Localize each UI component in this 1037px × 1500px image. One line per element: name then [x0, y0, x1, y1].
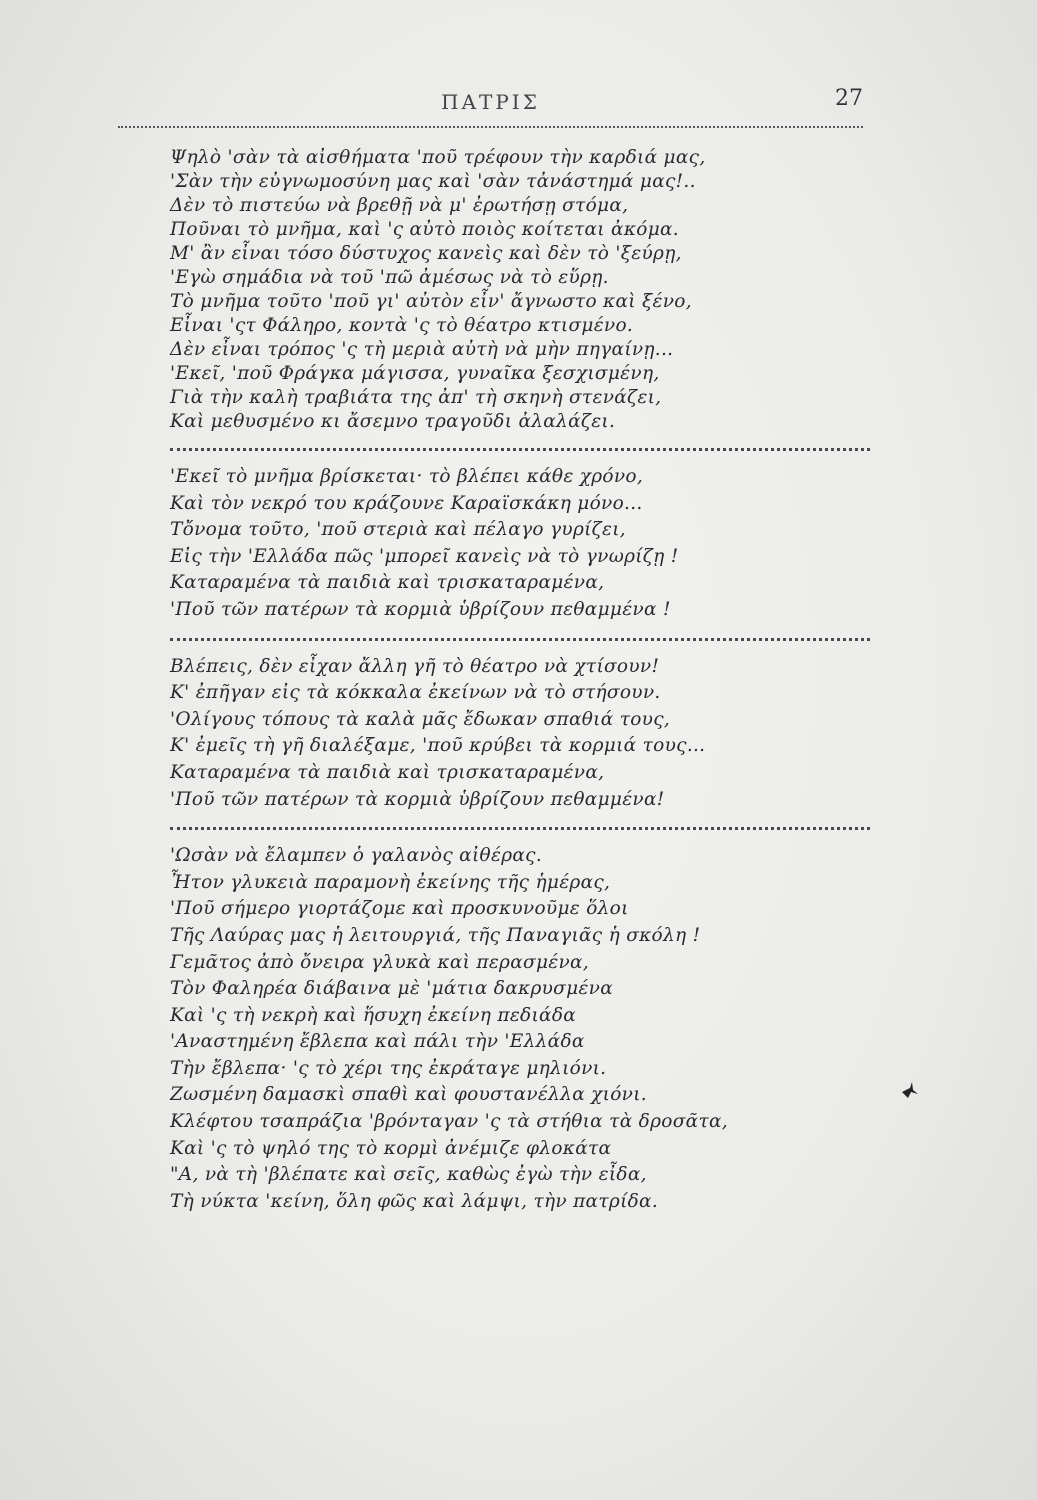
poem-line: 'Εκεῖ τὸ μνῆμα βρίσκεται· τὸ βλέπει κάθε χρόνο,	[170, 466, 644, 487]
poem-line: Κλέφτου τσαπράζια 'βρόνταγαν 'ς τὰ στήθια τὰ δροσᾶτα,	[170, 1111, 728, 1133]
poem-line: Καὶ μεθυσμένο κι ἄσεμνο τραγοῦδι ἀλαλάζει.	[170, 411, 616, 432]
poem-line: Βλέπεις, δὲν εἶχαν ἄλλη γῆ τὸ θέατρο νὰ χτίσουν!	[170, 655, 660, 677]
poem-line: 'Εκεῖ, 'ποῦ Φράγκα μάγισσα, γυναῖκα ξεσχισμένη,	[170, 363, 660, 384]
poem-line: Ζωσμένη δαμασκὶ σπαθὶ καὶ φουστανέλλα χιόνι.	[170, 1084, 647, 1106]
poem-line: Τὄνομα τοῦτο, 'ποῦ στεριὰ καὶ πέλαγο γυρίζει,	[170, 519, 626, 541]
poem-line: Καταραμένα τὰ παιδιὰ καὶ τρισκαταραμένα,	[170, 761, 605, 783]
ink-mark-icon	[900, 1080, 920, 1100]
poem-line: 'Ωσὰν νὰ ἔλαμπεν ὁ γαλανὸς αἰθέρας.	[170, 845, 543, 867]
poem-line: Καὶ τὸν νεκρό του κράζουνε Καραϊσκάκη μόνο...	[170, 492, 643, 514]
stanza-3	[170, 654, 870, 814]
poem-line: Τὴ νύκτα 'κείνη, ὅλη φῶς καὶ λάμψι, τὴν πατρίδα.	[170, 1190, 659, 1212]
poem-line: Δὲν τὸ πιστεύω νὰ βρεθῇ νὰ μ' ἐρωτήσῃ στόμα,	[170, 195, 629, 216]
poem-line: Καὶ 'ς τὴ νεκρὴ καὶ ἥσυχη ἐκείνη πεδιάδα	[170, 1004, 577, 1026]
poem-line: 'Ποῦ τῶν πατέρων τὰ κορμιὰ ὑβρίζουν πεθαμμένα !	[170, 598, 671, 620]
poem-line: Γεμᾶτος ἀπὸ ὄνειρα γλυκὰ καὶ περασμένα,	[170, 951, 590, 973]
poem-line: 'Αναστημένη ἔβλεπα καὶ πάλι τὴν 'Ελλάδα	[170, 1031, 585, 1053]
poem-line: 'Σὰν τὴν εὐγνωμοσύνη μας καὶ 'σὰν τἀνάστημά μας!..	[170, 171, 696, 192]
stanza-2	[170, 464, 870, 624]
poem-line: 'Εγὼ σημάδια νὰ τοῦ 'πῶ ἀμέσως νὰ τὸ εὕρῃ.	[170, 267, 609, 288]
poem-line: Ἦτον γλυκειὰ παραμονὴ ἐκείνης τῆς ἡμέρας,	[170, 871, 611, 893]
poem-line: Κ' ἐπῆγαν εἰς τὰ κόκκαλα ἐκείνων νὰ τὸ στήσουν.	[170, 682, 661, 704]
poem-line: 'Ποῦ σήμερο γιορτάζομε καὶ προσκυνοῦμε ὅλοι	[170, 898, 629, 920]
poem-line: Τὸ μνῆμα τοῦτο 'ποῦ γι' αὐτὸν εἶν' ἄγνωστο καὶ ξένο,	[170, 291, 692, 312]
header-rule	[118, 126, 863, 128]
poem-line: Κ' ἐμεῖς τὴ γῆ διαλέξαμε, 'ποῦ κρύβει τὰ κορμιά τους...	[170, 735, 706, 757]
poem-line: Καταραμένα τὰ παιδιὰ καὶ τρισκαταραμένα,	[170, 572, 605, 594]
poem-line: 'Ποῦ τῶν πατέρων τὰ κορμιὰ ὑβρίζουν πεθαμμένα!	[170, 788, 665, 810]
poem-line: Γιὰ τὴν καλὴ τραβιάτα της ἀπ' τὴ σκηνὴ στενάζει,	[170, 387, 662, 408]
poem-line: Τῆς Λαύρας μας ἡ λειτουργιά, τῆς Παναγιᾶς ἡ σκόλη !	[170, 924, 701, 946]
poem-line: Τὸν Φαληρέα διάβαινα μὲ 'μάτια δακρυσμένα	[170, 978, 613, 1000]
poem-line: Δὲν εἶναι τρόπος 'ς τὴ μεριὰ αὐτὴ νὰ μὴν πηγαίνῃ...	[170, 339, 674, 360]
running-title: ΠΑΤΡΙΣ	[441, 90, 540, 114]
stanza-1	[170, 146, 870, 434]
poem-line: Ποῦναι τὸ μνῆμα, καὶ 'ς αὐτὸ ποιὸς κοίτεται ἀκόμα.	[170, 219, 679, 240]
poem-line: "Α, νὰ τὴ 'βλέπατε καὶ σεῖς, καθὼς ἐγὼ τὴν εἶδα,	[170, 1164, 647, 1186]
poem-line: Εἰς τὴν 'Ελλάδα πῶς 'μπορεῖ κανεὶς νὰ τὸ γνωρίζῃ !	[170, 545, 679, 567]
poem-line: Ψηλὸ 'σὰν τὰ αἰσθήματα 'ποῦ τρέφουν τὴν καρδιά μας,	[170, 147, 706, 168]
poem-line: Καὶ 'ς τὸ ψηλό της τὸ κορμὶ ἀνέμιζε φλοκάτα	[170, 1137, 612, 1159]
poem	[170, 146, 870, 1215]
stanza-4	[170, 843, 870, 1215]
poem-line: Εἶναι 'ςτ Φάληρο, κοντὰ 'ς τὸ θέατρο κτισμένο.	[170, 315, 634, 336]
page-number: 27	[835, 86, 863, 111]
dotted-separator	[170, 624, 870, 654]
poem-line: Τὴν ἔβλεπα· 'ς τὸ χέρι της ἐκράταγε μηλιόνι.	[170, 1057, 607, 1079]
poem-line: 'Ολίγους τόπους τὰ καλὰ μᾶς ἔδωκαν σπαθιά τους,	[170, 708, 671, 730]
poem-line: Μ' ἂν εἶναι τόσο δύστυχος κανεὶς καὶ δὲν τὸ 'ξεύρῃ,	[170, 243, 682, 264]
dotted-separator	[170, 434, 870, 464]
dotted-separator	[170, 813, 870, 843]
page-header	[118, 86, 863, 120]
